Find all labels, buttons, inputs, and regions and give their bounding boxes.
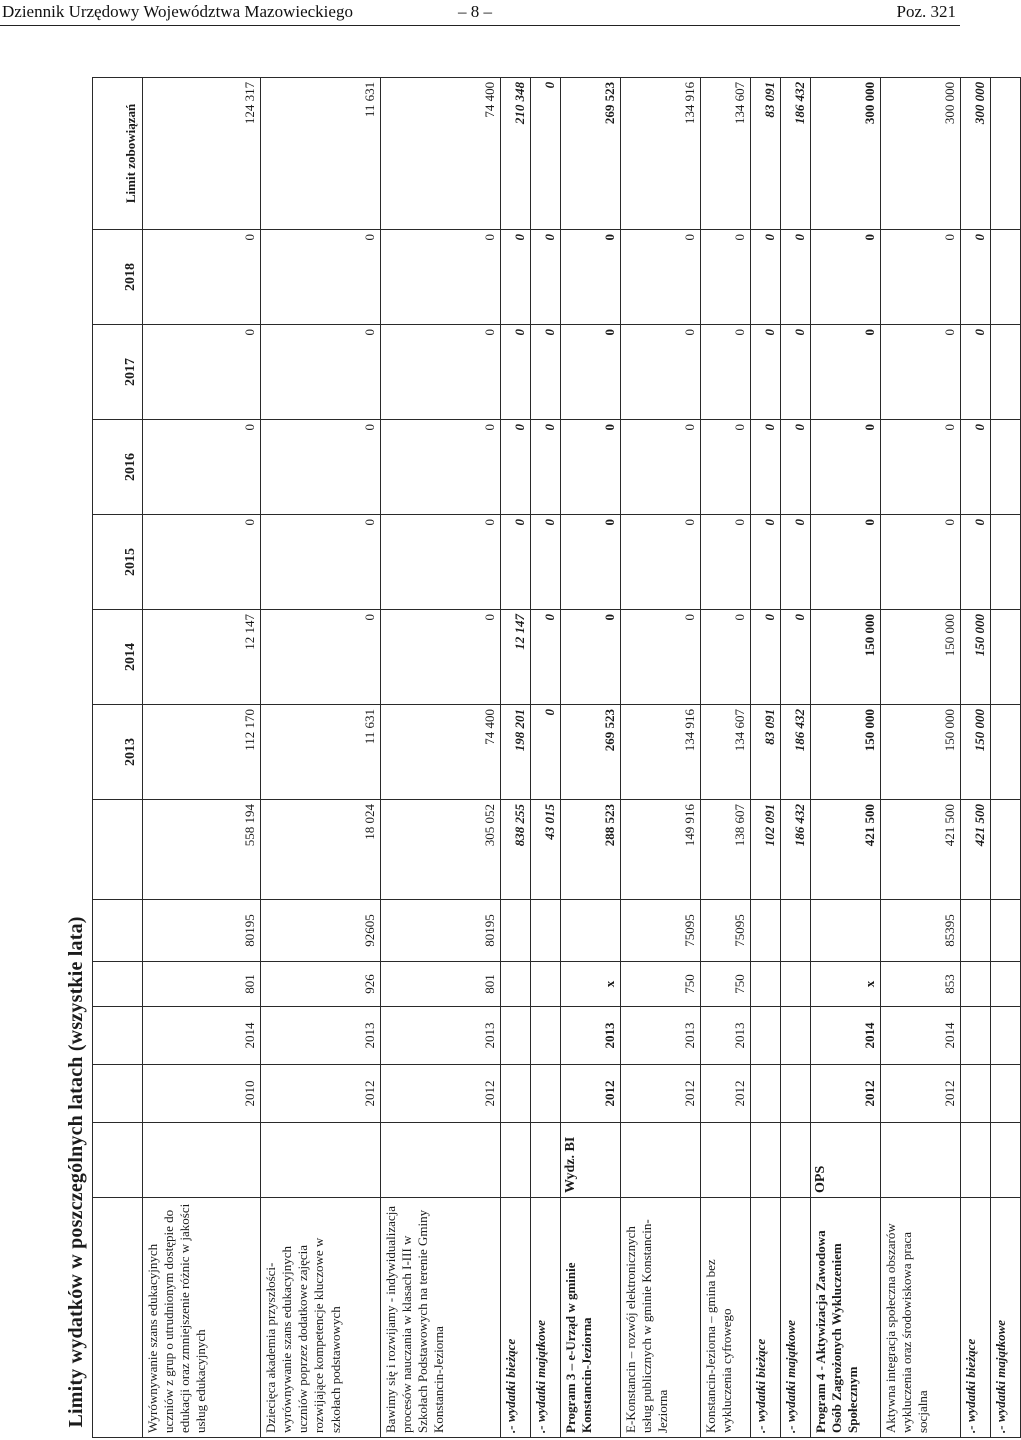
scanned-table-frame	[48, 78, 1008, 1438]
row-2016: 0	[500, 420, 530, 515]
row-unit	[380, 1123, 500, 1198]
row-rozdzial	[780, 900, 810, 962]
row-year-to	[960, 1007, 990, 1065]
row-2015: 0	[500, 515, 530, 610]
row-2016: 0	[560, 420, 620, 515]
row-2014: 150 000	[810, 610, 880, 705]
row-name: .- wydatki bieżące	[960, 1198, 990, 1438]
row-name: .- wydatki bieżące	[500, 1198, 530, 1438]
row-2013: 150 000	[960, 705, 990, 800]
row-year-to: 2013	[380, 1007, 500, 1065]
row-name: .- wydatki majątkowe	[530, 1198, 560, 1438]
row-limit	[990, 77, 1020, 229]
table-row	[810, 77, 880, 1437]
row-rozdzial: 75095	[700, 900, 750, 962]
row-limit: 300 000	[960, 77, 990, 229]
row-2016: 0	[810, 420, 880, 515]
row-2013: 83 091	[750, 705, 780, 800]
row-2013: 11 631	[260, 705, 380, 800]
row-year-from: 2012	[880, 1065, 960, 1123]
row-2018	[990, 230, 1020, 325]
row-2018: 0	[620, 230, 700, 325]
row-year-to	[750, 1007, 780, 1065]
row-year-to	[780, 1007, 810, 1065]
row-2014: 0	[260, 610, 380, 705]
row-year-from	[500, 1065, 530, 1123]
row-2015: 0	[620, 515, 700, 610]
rotated-table-container	[48, 78, 1008, 1438]
row-rozdzial: 80195	[380, 900, 500, 962]
row-year-from	[990, 1065, 1020, 1123]
row-2017: 0	[780, 325, 810, 420]
row-2014: 150 000	[960, 610, 990, 705]
row-dzial: 801	[142, 962, 260, 1007]
row-2016: 0	[750, 420, 780, 515]
row-2014: 150 000	[880, 610, 960, 705]
header-rule	[0, 25, 960, 26]
header-cell-from	[92, 1065, 142, 1123]
row-2017: 0	[260, 325, 380, 420]
header-cell-2014: 2014	[92, 610, 142, 705]
table-row	[700, 77, 750, 1437]
row-2016: 0	[700, 420, 750, 515]
row-year-from: 2010	[142, 1065, 260, 1123]
header-cell-dz	[92, 962, 142, 1007]
row-2018: 0	[142, 230, 260, 325]
row-2013: 198 201	[500, 705, 530, 800]
row-2015: 0	[700, 515, 750, 610]
row-2018: 0	[260, 230, 380, 325]
row-2017: 0	[500, 325, 530, 420]
header-cell-name	[92, 1198, 142, 1438]
row-year-from: 2012	[700, 1065, 750, 1123]
row-total	[990, 800, 1020, 900]
row-dzial	[780, 962, 810, 1007]
row-unit	[960, 1123, 990, 1198]
row-dzial: 853	[880, 962, 960, 1007]
row-rozdzial	[810, 900, 880, 962]
table-row	[142, 77, 260, 1437]
row-2013: 0	[530, 705, 560, 800]
row-total: 288 523	[560, 800, 620, 900]
row-total: 102 091	[750, 800, 780, 900]
row-unit	[990, 1123, 1020, 1198]
row-unit: OPS	[810, 1123, 880, 1198]
row-2017: 0	[142, 325, 260, 420]
row-2013: 112 170	[142, 705, 260, 800]
row-limit: 300 000	[880, 77, 960, 229]
row-total: 305 052	[380, 800, 500, 900]
row-total: 558 194	[142, 800, 260, 900]
row-dzial: 926	[260, 962, 380, 1007]
row-year-to	[500, 1007, 530, 1065]
row-2014	[990, 610, 1020, 705]
row-limit: 134 916	[620, 77, 700, 229]
row-year-to: 2013	[560, 1007, 620, 1065]
header-cell-2013: 2013	[92, 705, 142, 800]
row-dzial: 750	[620, 962, 700, 1007]
row-2013: 134 607	[700, 705, 750, 800]
row-2017: 0	[880, 325, 960, 420]
row-year-to	[990, 1007, 1020, 1065]
row-name: Wyrównywanie szans edukacyjnych uczniów z grup o utrudnionym dostępie do edukacji oraz zmniejszenie różnic w jakości usług edukacyjnych	[142, 1198, 260, 1438]
row-2013	[990, 705, 1020, 800]
row-2017: 0	[620, 325, 700, 420]
row-limit: 0	[530, 77, 560, 229]
header-cell-total	[92, 800, 142, 900]
table-row	[530, 77, 560, 1437]
row-year-from	[960, 1065, 990, 1123]
row-2015: 0	[560, 515, 620, 610]
header-cell-to	[92, 1007, 142, 1065]
journal-title: Dziennik Urzędowy Województwa Mazowieckiego	[2, 2, 353, 21]
row-year-to: 2014	[142, 1007, 260, 1065]
row-rozdzial	[990, 900, 1020, 962]
table-row	[990, 77, 1020, 1437]
row-2018: 0	[500, 230, 530, 325]
row-2014: 12 147	[142, 610, 260, 705]
table-row	[780, 77, 810, 1437]
row-name: Konstancin-Jeziorna – gmina bez wykluczenia cyfrowego	[700, 1198, 750, 1438]
row-rozdzial: 92605	[260, 900, 380, 962]
row-2014: 0	[780, 610, 810, 705]
row-rozdzial: 80195	[142, 900, 260, 962]
row-dzial: x	[810, 962, 880, 1007]
row-2017: 0	[810, 325, 880, 420]
table-row	[880, 77, 960, 1437]
row-year-from: 2012	[620, 1065, 700, 1123]
row-rozdzial: 85395	[880, 900, 960, 962]
page-number: – 8 –	[458, 2, 492, 21]
row-dzial: x	[560, 962, 620, 1007]
row-unit	[620, 1123, 700, 1198]
row-year-to: 2013	[620, 1007, 700, 1065]
row-rozdzial	[750, 900, 780, 962]
row-2013: 150 000	[880, 705, 960, 800]
row-2015: 0	[960, 515, 990, 610]
row-total: 138 607	[700, 800, 750, 900]
row-name: Dziecięca akademia przyszłości-wyrównywanie szans edukacyjnych uczniów poprzez dodatkowe zajęcia rozwijające kompetencje kluczowe w szkołach podstawowych	[260, 1198, 380, 1438]
row-2016: 0	[880, 420, 960, 515]
row-2018: 0	[810, 230, 880, 325]
header-cell-2016: 2016	[92, 420, 142, 515]
header-cell-unit	[92, 1123, 142, 1198]
row-year-from: 2012	[560, 1065, 620, 1123]
table-row	[560, 77, 620, 1437]
row-unit	[530, 1123, 560, 1198]
row-2014: 0	[560, 610, 620, 705]
row-name: Program 4 - Aktywizacja Zawodowa Osób Zagrożonych Wykluczeniem Społecznym	[810, 1198, 880, 1438]
row-limit: 300 000	[810, 77, 880, 229]
row-2013: 150 000	[810, 705, 880, 800]
row-2018: 0	[560, 230, 620, 325]
row-2014: 0	[380, 610, 500, 705]
row-total: 421 500	[960, 800, 990, 900]
row-2015: 0	[780, 515, 810, 610]
row-limit: 74 400	[380, 77, 500, 229]
header-cell-2015: 2015	[92, 515, 142, 610]
row-2015: 0	[810, 515, 880, 610]
row-2017: 0	[380, 325, 500, 420]
header-cell-limit: Limit zobowiązań	[92, 77, 142, 229]
row-year-from	[780, 1065, 810, 1123]
table-row	[500, 77, 530, 1437]
table-header-row	[92, 77, 142, 1437]
row-total: 186 432	[780, 800, 810, 900]
row-2017	[990, 325, 1020, 420]
row-limit: 83 091	[750, 77, 780, 229]
row-total: 421 500	[880, 800, 960, 900]
row-unit	[142, 1123, 260, 1198]
row-2015: 0	[750, 515, 780, 610]
table-row	[620, 77, 700, 1437]
header-cell-rozdz	[92, 900, 142, 962]
row-total: 18 024	[260, 800, 380, 900]
row-rozdzial	[960, 900, 990, 962]
row-2017: 0	[700, 325, 750, 420]
row-limit: 11 631	[260, 77, 380, 229]
row-2016: 0	[530, 420, 560, 515]
row-rozdzial: 75095	[620, 900, 700, 962]
row-2013: 269 523	[560, 705, 620, 800]
row-2015: 0	[530, 515, 560, 610]
row-rozdzial	[500, 900, 530, 962]
row-year-to: 2014	[880, 1007, 960, 1065]
row-2014: 0	[750, 610, 780, 705]
row-2018: 0	[700, 230, 750, 325]
row-unit	[750, 1123, 780, 1198]
row-total: 43 015	[530, 800, 560, 900]
row-dzial	[500, 962, 530, 1007]
row-2017: 0	[560, 325, 620, 420]
row-limit: 186 432	[780, 77, 810, 229]
row-2016: 0	[142, 420, 260, 515]
row-2016: 0	[960, 420, 990, 515]
row-year-to: 2013	[700, 1007, 750, 1065]
row-name: Program 3 – e-Urząd w gminie Konstancin-Jeziorna	[560, 1198, 620, 1438]
row-2014: 0	[700, 610, 750, 705]
row-2015: 0	[380, 515, 500, 610]
row-2015: 0	[260, 515, 380, 610]
row-unit	[880, 1123, 960, 1198]
table-title-row	[48, 77, 92, 1437]
row-name: Aktywna integracja społeczna obszarów wykluczenia oraz środowiskowa praca socjalna	[880, 1198, 960, 1438]
row-unit	[260, 1123, 380, 1198]
row-unit	[780, 1123, 810, 1198]
row-limit: 124 317	[142, 77, 260, 229]
row-rozdzial	[560, 900, 620, 962]
row-2018: 0	[880, 230, 960, 325]
table-title: Limity wydatków w poszczególnych latach (wszystkie lata)	[64, 916, 87, 1428]
row-2016	[990, 420, 1020, 515]
row-2018: 0	[380, 230, 500, 325]
row-year-to	[530, 1007, 560, 1065]
header-cell-2017: 2017	[92, 325, 142, 420]
row-dzial: 750	[700, 962, 750, 1007]
row-2017: 0	[960, 325, 990, 420]
row-name: E-Konstancin – rozwój elektronicznych usług publicznych w gminie Konstancin-Jeziorna	[620, 1198, 700, 1438]
expenditure-limits-table	[48, 77, 1021, 1438]
row-total: 149 916	[620, 800, 700, 900]
row-dzial	[530, 962, 560, 1007]
row-unit: Wydz. BI	[560, 1123, 620, 1198]
row-2016: 0	[380, 420, 500, 515]
row-total: 838 255	[500, 800, 530, 900]
row-2016: 0	[620, 420, 700, 515]
row-name: .- wydatki majątkowe	[780, 1198, 810, 1438]
row-2013: 186 432	[780, 705, 810, 800]
row-year-from	[750, 1065, 780, 1123]
row-2015: 0	[142, 515, 260, 610]
row-year-to: 2013	[260, 1007, 380, 1065]
row-2018: 0	[750, 230, 780, 325]
row-dzial	[990, 962, 1020, 1007]
table-row	[960, 77, 990, 1437]
row-2018: 0	[960, 230, 990, 325]
row-2016: 0	[780, 420, 810, 515]
row-2016: 0	[260, 420, 380, 515]
row-year-from: 2012	[810, 1065, 880, 1123]
row-2013: 134 916	[620, 705, 700, 800]
row-year-from: 2012	[260, 1065, 380, 1123]
row-year-to: 2014	[810, 1007, 880, 1065]
table-row	[260, 77, 380, 1437]
row-name: .- wydatki majątkowe	[990, 1198, 1020, 1438]
row-2014: 0	[530, 610, 560, 705]
row-unit	[700, 1123, 750, 1198]
row-2018: 0	[530, 230, 560, 325]
row-year-from	[530, 1065, 560, 1123]
row-total: 421 500	[810, 800, 880, 900]
header-cell-2018: 2018	[92, 230, 142, 325]
row-2014: 12 147	[500, 610, 530, 705]
row-2017: 0	[530, 325, 560, 420]
position-number: Poz. 321	[896, 2, 956, 21]
row-2017: 0	[750, 325, 780, 420]
row-year-from: 2012	[380, 1065, 500, 1123]
row-2015: 0	[880, 515, 960, 610]
table-row	[380, 77, 500, 1437]
row-dzial	[750, 962, 780, 1007]
row-rozdzial	[530, 900, 560, 962]
row-name: .- wydatki bieżące	[750, 1198, 780, 1438]
row-limit: 210 348	[500, 77, 530, 229]
row-unit	[500, 1123, 530, 1198]
row-2015	[990, 515, 1020, 610]
row-2018: 0	[780, 230, 810, 325]
table-row	[750, 77, 780, 1437]
row-limit: 269 523	[560, 77, 620, 229]
row-2014: 0	[620, 610, 700, 705]
row-dzial	[960, 962, 990, 1007]
page-header	[0, 0, 960, 26]
row-name: Bawimy się i rozwijamy - indywidualizacja procesów nauczania w klasach I-III w Szkołach Podstawowych na terenie Gminy Konstancin-Jeziorna	[380, 1198, 500, 1438]
row-dzial: 801	[380, 962, 500, 1007]
row-2013: 74 400	[380, 705, 500, 800]
row-limit: 134 607	[700, 77, 750, 229]
